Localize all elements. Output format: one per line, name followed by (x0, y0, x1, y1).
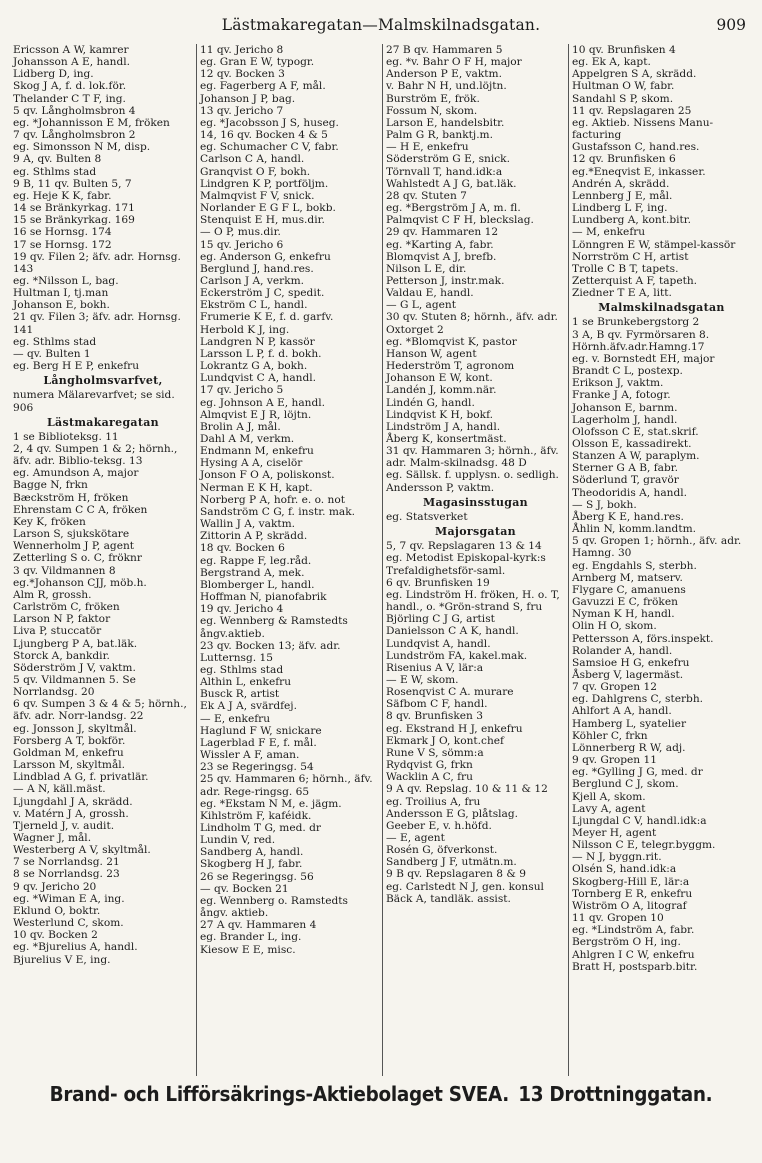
directory-entry: 10 qv. Bocken 2 (13, 929, 98, 942)
street-heading: Majorsgatan (435, 525, 516, 539)
directory-entry: 29 qv. Hammaren 12 (386, 226, 499, 239)
directory-entry: Andersson P, vaktm. (386, 481, 495, 494)
directory-entry: — qv. Bocken 21 (200, 882, 289, 895)
directory-entry: Theodoridis A, handl. (572, 486, 688, 499)
directory-entry: Bagge N, frkn (13, 479, 88, 492)
directory-entry: Wahlstedt A J G, bat.läk. (386, 177, 517, 190)
directory-entry: Ehrenstam C C A, fröken (13, 503, 148, 516)
directory-entry: Sterner G A B, fabr. (572, 462, 679, 475)
directory-entry: Larson S, sjukskötare (13, 528, 130, 541)
directory-entry: Andrén A, skrädd. (572, 177, 670, 190)
directory-entry: 1 se Brunkebergstorg 2 (572, 316, 700, 329)
directory-entry: Wagner J, mål. (13, 832, 92, 844)
directory-entry: Sandahl S P, skom. (572, 92, 674, 105)
directory-entry: 1 se Biblioteksg. 11 (13, 430, 119, 443)
directory-entry: Althin L, enkefru (200, 676, 292, 689)
directory-entry: eg. Carlstedt N J, gen. konsul (386, 880, 544, 893)
directory-entry: 23 qv. Bocken 13; äfv. adr. Lutternsg. 15 (200, 639, 344, 664)
directory-entry: eg. Fagerberg A F, mål. (200, 80, 326, 93)
directory-entry: eg. Schumacher C V, fabr. (200, 141, 339, 154)
directory-entry: 9 qv. Gropen 11 (572, 754, 657, 767)
directory-entry: Kihlström F, kaféidk. (200, 809, 312, 822)
directory-entry: Eckerström J C, spedit. (200, 287, 325, 300)
directory-entry: 26 se Regeringsg. 56 (200, 870, 314, 883)
directory-entry: Söderlund T, gravör (572, 474, 679, 487)
directory-entry: Rydqvist G, frkn (386, 759, 473, 772)
directory-entry: 10 qv. Brunfisken 4 (572, 44, 676, 56)
directory-entry: — N J, byggn.rit. (572, 851, 662, 864)
directory-entry: 9 A qv. Repslag. 10 & 11 & 12 (386, 783, 548, 796)
directory-entry: Söderström J V, vaktm. (13, 661, 136, 674)
directory-entry: Gavuzzi E C, fröken (572, 596, 678, 609)
directory-entry: Goldman M, enkefru (13, 746, 124, 759)
directory-entry: Alm R, grossh. (13, 588, 92, 601)
directory-entry: Almqvist E J R, löjtn. (200, 408, 312, 421)
directory-entry: 15 qv. Jericho 6 (200, 238, 284, 251)
directory-entry: Olofsson C E, stat.skrif. (572, 425, 699, 438)
directory-entry: Skog J A, f. d. lok.för. (13, 80, 127, 93)
directory-entry: Ljungdahl J A, skrädd. (13, 795, 133, 808)
directory-entry: eg. Troilius A, fru (386, 795, 481, 808)
directory-entry: Lindén G, handl. (386, 396, 475, 409)
street-heading: Magasinsstugan (423, 495, 528, 509)
directory-entry: Wissler A F, aman. (200, 749, 300, 762)
directory-entry: Åberg K E, hand.res. (572, 510, 684, 523)
directory-entry: Ljungdal C V, handl.idk:a (572, 814, 707, 827)
directory-entry: — A N, käll.mäst. (13, 783, 106, 796)
directory-entry: 5 qv. Vildmannen 5. Se Norrlandsg. 20 (13, 673, 140, 699)
directory-entry: Brolin A J, mål. (200, 420, 281, 433)
directory-entry: Ekmark J O, kont.chef (386, 734, 504, 747)
directory-entry: Lindberg L F, ing. (572, 202, 668, 215)
directory-entry: 30 qv. Stuten 8; hörnh., äfv. adr. Oxtorget 2 (386, 311, 562, 336)
directory-entry: Johansson A E, handl. (13, 56, 131, 69)
directory-entry: 12 qv. Brunfisken 6 (572, 153, 676, 166)
directory-entry: Geeber E, v. h.höfd. (386, 819, 492, 832)
directory-entry: eg. Statsverket (386, 510, 468, 523)
directory-entry: Norberg P A, hofr. e. o. not (200, 493, 346, 506)
directory-entry: Key K, fröken (13, 515, 86, 528)
directory-entry: Blomqvist A J, brefb. (386, 250, 497, 263)
advertiser-address: 13 Drottninggatan. (518, 1082, 713, 1106)
directory-entry: 18 qv. Bocken 6 (200, 542, 285, 555)
directory-entry: 6 qv. Sumpen 3 & 4 & 5; hörnh., äfv. adr. Norr-landsg. 22 (13, 698, 191, 723)
directory-entry: Hultman O W, fabr. (572, 80, 675, 93)
directory-entry: Rune V S, sömm:a (386, 746, 484, 759)
directory-entry: Berglund C J, skom. (572, 778, 679, 791)
directory-entry: Blomberger L, handl. (200, 578, 315, 591)
directory-entry: 25 qv. Hammaren 6; hörnh., äfv. adr. Rege-ringsg. 65 (200, 773, 376, 798)
directory-entry: Lönngren E W, stämpel-kassör (572, 238, 736, 251)
directory-entry: Palmqvist C F H, bleckslag. (386, 214, 534, 227)
directory-entry: 28 qv. Stuten 7 (386, 189, 467, 202)
directory-entry: Zittorin A P, skrädd. (200, 530, 308, 543)
column-2 (196, 44, 382, 1076)
directory-entry: eg. *Jacobsson J S, huseg. (200, 116, 339, 129)
directory-entry: 21 qv. Filen 3; äfv. adr. Hornsg. 141 (13, 311, 185, 336)
directory-entry: Olsén S, hand.idk:a (572, 863, 677, 876)
directory-entry: Granqvist O F, bokh. (200, 165, 311, 178)
directory-entry: Lindström J A, handl. (386, 420, 501, 433)
directory-entry: Norrström C H, artist (572, 250, 689, 263)
directory-entry: Wennerholm J P, agent (13, 540, 135, 553)
directory-entry: Endmann M, enkefru (200, 445, 314, 458)
directory-entry: Lennberg J E, mål. (572, 189, 673, 202)
directory-entry: 3 A, B qv. Fyrmörsaren 8. Hörnh.äfv.adr.Hamng.17 (572, 328, 713, 353)
directory-entry: Åhlin N, komm.landtm. (572, 523, 697, 536)
directory-entry: Pettersson A, förs.inspekt. (572, 632, 714, 645)
directory-entry: — O P, mus.dir. (200, 226, 281, 239)
directory-entry: Stenquist E H, mus.dir. (200, 214, 325, 227)
directory-entry: Lindqvist K H, bokf. (386, 408, 493, 421)
directory-entry: Lindgren K P, portföljm. (200, 177, 329, 190)
directory-entry: 2, 4 qv. Sumpen 1 & 2; hörnh., äfv. adr. Biblio-teksg. 13 (13, 443, 181, 468)
directory-entry: eg. Amundson A, major (13, 467, 139, 480)
directory-entry: eg. *Gylling J G, med. dr (572, 766, 703, 779)
directory-entry: Hederström T, agronom (386, 360, 515, 373)
directory-entry: eg. v. Bornstedt EH, major (572, 352, 715, 365)
directory-entry: Landén J, komm.när. (386, 384, 497, 397)
directory-entry: Ericsson A W, kamrer (13, 44, 129, 56)
directory-entry: Nyman K H, handl. (572, 608, 675, 621)
directory-entry: Rosenqvist C A. murare (386, 686, 514, 699)
directory-entry: eg. Heje K K, fabr. (13, 189, 112, 202)
directory-entry: — S J, bokh. (572, 498, 637, 511)
directory-entry: Andersson E G, plåtslag. (386, 807, 518, 820)
directory-entry: Trolle C B T, tapets. (572, 262, 679, 275)
directory-entry: eg. Sthlms stad (13, 165, 97, 178)
directory-entry: Lagerblad F E, f. mål. (200, 736, 317, 749)
directory-entry: 11 qv. Repslagaren 25 (572, 104, 692, 117)
directory-entry: Jonson F O A, poliskonst. (200, 469, 335, 482)
directory-entry: eg. Engdahls S, sterbh. (572, 559, 697, 572)
directory-entry: Wiström O A, litograf (572, 899, 687, 912)
directory-entry: eg. *Nilsson L, bag. (13, 274, 119, 287)
directory-entry: Bergstrand A, mek. (200, 566, 305, 579)
directory-entry: eg. Wennberg o. Ramstedts ångv. aktieb. (200, 894, 352, 920)
directory-entry: Carlson J A, verkm. (200, 274, 305, 287)
directory-entry: Johanson E, bokh. (13, 299, 110, 312)
directory-entry: Lindholm T G, med. dr (200, 822, 321, 834)
directory-entry: 17 se Hornsg. 172 (13, 238, 112, 251)
directory-entry: Ziedner T E A, litt. (572, 287, 672, 300)
directory-entry: Larsson M, skyltmål. (13, 759, 126, 772)
directory-entry: Landgren N P, kassör (200, 335, 315, 348)
directory-entry: Fossum N, skom. (386, 104, 478, 117)
directory-entry: Erikson J, vaktm. (572, 377, 664, 390)
directory-entry: eg. *Bjurelius A, handl. (13, 941, 138, 954)
directory-entry: eg. *Blomqvist K, pastor (386, 335, 517, 348)
directory-entry: 5 qv. Gropen 1; hörnh., äfv. adr. Hamng. 30 (572, 535, 745, 560)
directory-entry: Dahl A M, verkm. (200, 433, 295, 445)
directory-entry: Arnberg M, matserv. (572, 571, 683, 584)
directory-entry: Zetterquist A F, tapeth. (572, 274, 698, 287)
directory-entry: Nerman E K H, kapt. (200, 481, 313, 494)
advertiser-name: Brand- och Lifförsäkrings-Aktiebolaget SVEA. (49, 1082, 510, 1106)
directory-entry: 14 se Bränkyrkag. 171 (13, 202, 135, 215)
directory-entry: Danielsson C A K, handl. (386, 625, 519, 638)
directory-entry: Busck R, artist (200, 688, 280, 701)
directory-entry: eg.*Eneqvist E, inkasser. (572, 165, 706, 178)
directory-entry: Sandberg J F, utmätn.m. (386, 856, 517, 869)
directory-entry: numera Mälarevarfvet; se sid. 906 (13, 389, 179, 414)
directory-entry: 12 qv. Bocken 3 (200, 68, 285, 81)
directory-entry: Tjerneld J, v. audit. (13, 819, 115, 832)
directory-entry: Nilsson C E, telegr.byggm. (572, 839, 716, 852)
directory-entry: eg. Wennberg & Ramstedts ångv.aktieb. (200, 615, 352, 640)
directory-entry: eg. Sthlms stad (200, 663, 284, 676)
directory-entry: Haglund F W, snickare (200, 724, 322, 737)
directory-entry: Lundqvist C A, handl. (200, 372, 317, 385)
directory-entry: — E, enkefru (200, 712, 271, 725)
directory-entry: — H E, enkefru (386, 141, 469, 154)
directory-entry: Appelgren S A, skrädd. (572, 68, 697, 81)
directory-entry: 7 se Norrlandsg. 21 (13, 856, 120, 869)
directory-entry: Olsson E, kassadirekt. (572, 438, 692, 450)
directory-entry: 14, 16 qv. Bocken 4 & 5 (200, 129, 328, 142)
directory-entry: 27 B qv. Hammaren 5 (386, 44, 503, 56)
directory-entry: Storck A, bankdir. (13, 649, 110, 662)
directory-entry: Wacklin A C, fru (386, 771, 473, 784)
directory-entry: Lundin V, red. (200, 834, 276, 847)
directory-entry: eg. Sthlms stad (13, 335, 97, 348)
directory-entry: Petterson J, instr.mak. (386, 274, 505, 287)
directory-entry: Skogberg-Hill E, lär:a (572, 875, 690, 888)
directory-entry: 9 qv. Jericho 20 (13, 880, 97, 893)
directory-entry: eg. *Lindström A, fabr. (572, 924, 695, 937)
directory-entry: Bæckström H, fröken (13, 491, 129, 504)
directory-entry: eg. *Bergström J A, m. fl. (386, 202, 521, 215)
street-heading: Långholmsvarfvet, (43, 374, 163, 388)
directory-entry: 7 qv. Gropen 12 (572, 681, 657, 694)
directory-entry: 11 qv. Gropen 10 (572, 912, 664, 925)
directory-entry: Forsberg A T, bokför. (13, 734, 126, 747)
directory-entry: Samsioe H G, enkefru (572, 656, 690, 669)
directory-entry: Lönnerberg R W, adj. (572, 741, 686, 754)
directory-entry: Johanson E W, kont. (386, 372, 493, 385)
directory-entry: eg. *v. Bahr O F H, major (386, 56, 522, 69)
street-heading: Malmskilnadsgatan (598, 301, 725, 315)
directory-entry: Kiesow E E, misc. (200, 943, 296, 956)
directory-entry: Valdau E, handl. (386, 287, 474, 300)
directory-entry: v. Matérn J A, grossh. (13, 807, 129, 820)
directory-entry: Herbold K J, ing. (200, 323, 290, 336)
directory-entry: Söderström G E, snick. (386, 153, 510, 166)
directory-entry: Norlander E G F L, bokb. (200, 202, 336, 215)
directory-entry: Säfbom C F, handl. (386, 698, 488, 711)
directory-entry: Eklund O, boktr. (13, 904, 101, 917)
directory-entry: Johanson E, barnm. (572, 401, 678, 414)
directory-entry: Zetterling S o. C, fröknr (13, 552, 142, 565)
directory-entry: Lavy A, agent (572, 802, 646, 815)
directory-entry: Björling C J G, artist (386, 613, 495, 626)
directory-entry: Franke J A, fotogr. (572, 389, 671, 402)
directory-entry: Wallin J A, vaktm. (200, 518, 296, 531)
directory-entry: Gustafsson C, hand.res. (572, 141, 700, 154)
directory-entry: Meyer H, agent (572, 827, 657, 839)
street-heading: Lästmakaregatan (47, 415, 159, 429)
directory-entry: Lundström FA, kakel.mak. (386, 649, 528, 662)
directory-entry: Hultman I, tj.man (13, 287, 109, 300)
directory-entry: — E W, skom. (386, 673, 459, 686)
directory-entry: Palm G R, banktj.m. (386, 129, 493, 142)
directory-entry: v. Bahr N H, und.löjtn. (386, 80, 507, 93)
directory-entry: Larson N P, faktor (13, 613, 111, 626)
directory-entry: Kjell A, skom. (572, 790, 646, 803)
directory-entry: eg. Berg H E P, enkefru (13, 360, 140, 373)
directory-entry: 8 qv. Brunfisken 3 (386, 710, 483, 723)
directory-entry: eg. *Wiman E A, ing. (13, 892, 125, 905)
directory-entry: eg. Jonsson J, skyltmål. (13, 722, 137, 735)
directory-entry: Ek A J A, svärdfej. (200, 700, 297, 713)
directory-entry: 31 qv. Hammaren 3; hörnh., äfv. adr. Malm-skilnadsg. 48 D (386, 445, 562, 470)
directory-entry: Sandberg A, handl. (200, 846, 304, 859)
directory-entry: — M, enkefru (572, 226, 646, 239)
directory-entry: Frumerie K E, f. d. garfv. (200, 311, 334, 324)
directory-entry: Lindblad A G, f. privatlär. (13, 771, 149, 784)
directory-entry: 16 se Hornsg. 174 (13, 226, 112, 239)
directory-entry: eg. Anderson G, enkefru (200, 250, 331, 263)
directory-entry: Lundberg A, kont.bitr. (572, 214, 692, 227)
directory-entry: Hoffman N, pianofabrik (200, 591, 327, 604)
directory-entry: Bäck A, tandläk. assist. (386, 892, 511, 905)
directory-entry: Westerlund C, skom. (13, 917, 124, 930)
directory-entry: eg. *Karting A, fabr. (386, 238, 494, 251)
directory-entry: Risenius A V, lär:a (386, 661, 484, 674)
directory-entry: Skogberg H J, fabr. (200, 858, 303, 871)
directory-entry: Bjurelius V E, ing. (13, 953, 111, 966)
directory-entry: eg. Gran E W, typogr. (200, 56, 315, 69)
directory-entry: 5 qv. Långholmsbron 4 (13, 104, 136, 117)
directory-entry: Liva P, stuccatör (13, 625, 102, 638)
directory-entry: eg. Lindström H. fröken, H. o. T, handl., o. *Grön-strand S, fru (386, 588, 564, 614)
directory-entry: eg. Ekstrand H J, enkefru (386, 722, 523, 735)
column-4 (568, 44, 754, 1076)
page-title: Lästmakaregatan—Malmskilnadsgatan. (221, 16, 541, 34)
directory-entry: 9 A, qv. Bulten 8 (13, 153, 102, 166)
directory-entry: 9 B, 11 qv. Bulten 5, 7 (13, 177, 132, 190)
directory-entry: Åsberg V, lagermäst. (572, 668, 684, 681)
directory-entry: Berglund J, hand.res. (200, 262, 314, 275)
directory-entry: eg. Aktieb. Nissens Manu-facturing (572, 116, 714, 142)
directory-entry: 7 qv. Långholmsbron 2 (13, 129, 136, 142)
column-3 (382, 44, 568, 1076)
directory-entry: Olin H O, skom. (572, 620, 657, 633)
directory-entry: 5, 7 qv. Repslagaren 13 & 14 (386, 540, 542, 553)
directory-entry: 15 se Bränkyrkag. 169 (13, 214, 135, 227)
directory-entry: Brandt C L, postexp. (572, 365, 683, 378)
directory-entry: Lagerholm J, handl. (572, 413, 678, 426)
directory-entry: Ahlgren I C W, enkefru (572, 948, 695, 961)
column-1 (10, 44, 196, 1076)
directory-entry: Köhler C, frkn (572, 729, 648, 742)
directory-entry: 27 A qv. Hammaren 4 (200, 919, 317, 932)
directory-entry: Larson E, handelsbitr. (386, 116, 505, 129)
directory-entry: Flygare C, amanuens (572, 583, 686, 596)
directory-entry: Bratt H, postsparb.bitr. (572, 960, 698, 973)
directory-entry: eg. Brander L, ing. (200, 931, 302, 944)
directory-entry: Burström E, frök. (386, 92, 480, 105)
directory-entry: Malmqvist F V, snick. (200, 189, 315, 202)
directory-entry: Carlström C, fröken (13, 601, 120, 614)
directory-entry: 13 qv. Jericho 7 (200, 104, 284, 117)
directory-entry: Carlson C A, handl. (200, 153, 305, 166)
directory-entry: Nilson L E, dir. (386, 262, 467, 275)
directory-entry: Lokrantz G A, bokh. (200, 360, 308, 373)
directory-entry: eg. *Ekstam N M, e. jägm. (200, 797, 342, 810)
directory-entry: 9 B qv. Repslagaren 8 & 9 (386, 868, 526, 881)
directory-entry: eg. Metodist Episkopal-kyrk:s Trefaldighetsför-saml. (386, 552, 550, 577)
directory-entry: eg. Ek A, kapt. (572, 56, 651, 69)
directory-entry: Tornberg E R, enkefru (572, 887, 693, 900)
directory-entry: Westerberg A V, skyltmål. (13, 844, 151, 857)
directory-entry: 3 qv. Vildmannen 8 (13, 564, 116, 577)
directory-entry: 19 qv. Filen 2; äfv. adr. Hornsg. 143 (13, 250, 185, 275)
directory-entry: eg. *Johannisson E M, fröken (13, 116, 170, 129)
directory-entry: — G L, agent (386, 299, 457, 312)
directory-entry: eg.*Johanson CJJ, möb.h. (13, 576, 147, 589)
directory-entry: Lidberg D, ing. (13, 68, 94, 81)
directory-entry: Johanson J P, bag. (200, 92, 296, 105)
directory-entry: — E, agent (386, 832, 445, 844)
directory-entry: Hanson W, agent (386, 347, 477, 360)
directory-entry: Sandström C G, f. instr. mak. (200, 505, 355, 518)
directory-entry: — qv. Bulten 1 (13, 347, 91, 360)
directory-entry: 23 se Regeringsg. 54 (200, 761, 314, 774)
directory-entry: Hysing A A, ciselör (200, 457, 303, 470)
directory-entry: 6 qv. Brunfisken 19 (386, 576, 490, 589)
directory-entry: 17 qv. Jericho 5 (200, 384, 284, 397)
directory-entry: Ekström C L, handl. (200, 299, 308, 312)
directory-entry: Anderson P E, vaktm. (386, 68, 502, 81)
directory-entry: Ljungberg P A, bat.läk. (13, 637, 138, 650)
directory-entry: Larsson L P, f. d. bokh. (200, 347, 322, 360)
directory-entry: Rolander A, handl. (572, 644, 673, 657)
directory-entry: eg. Simonsson N M, disp. (13, 141, 151, 154)
directory-entry: eg. Sällsk. f. upplysn. o. sedligh. (386, 469, 559, 482)
directory-entry: Lundqvist A, handl. (386, 637, 491, 650)
directory-entry: Bergström O H, ing. (572, 936, 681, 949)
directory-entry: 19 qv. Jericho 4 (200, 603, 284, 616)
directory-entry: Åberg K, konsertmäst. (386, 433, 507, 445)
directory-entry: Stanzen A W, paraplym. (572, 450, 700, 463)
directory-entry: Rosén G, öfverkonst. (386, 844, 498, 857)
directory-entry: Thelander C T F, ing. (13, 92, 126, 105)
directory-entry: eg. Dahlgrens C, sterbh. (572, 693, 704, 706)
directory-entry: Ahlfort A A, handl. (572, 705, 672, 718)
directory-columns (10, 44, 754, 1076)
directory-entry: eg. Rappe F, leg.råd. (200, 554, 312, 567)
directory-entry: 11 qv. Jericho 8 (200, 44, 284, 56)
advertisement-footer (30, 1082, 731, 1106)
page-header (0, 14, 762, 38)
directory-entry: Törnvall T, hand.idk:a (386, 165, 503, 178)
directory-entry: Hamberg L, syatelier (572, 717, 687, 730)
page-number: 909 (716, 16, 746, 34)
directory-entry: 8 se Norrlandsg. 23 (13, 868, 120, 881)
directory-entry: eg. Johnson A E, handl. (200, 396, 326, 409)
